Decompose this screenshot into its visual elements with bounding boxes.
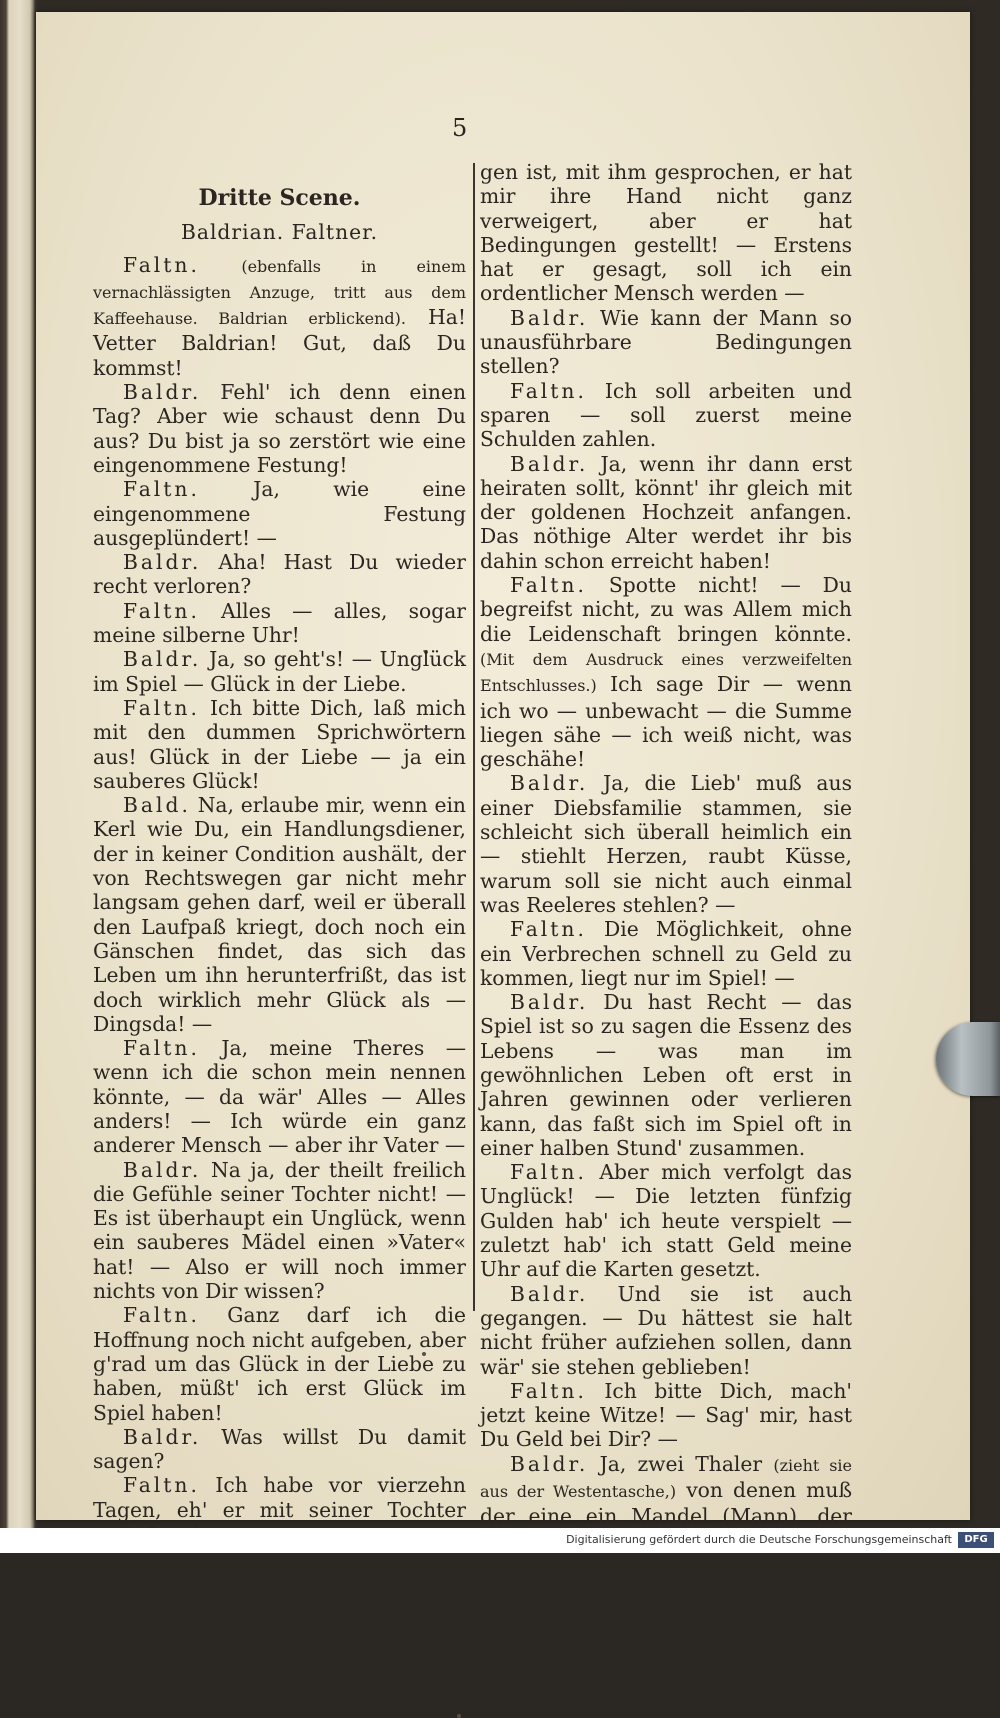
speaker-name: Faltn. xyxy=(123,695,200,720)
dialogue-paragraph xyxy=(93,380,466,477)
dialogue-text: Ich bitte Dich, laß mich mit den dummen Sprichwörtern aus! Glück in der Liebe — ja ein sauberes Glück! xyxy=(93,695,466,793)
credit-text: Digitalisierung gefördert durch die Deutsche Forschungsgemeinschaft xyxy=(566,1533,952,1546)
dialogue-text: Ich soll arbeiten und sparen — soll zuerst meine Schulden zahlen. xyxy=(480,378,852,452)
dialogue-paragraph xyxy=(480,306,852,379)
dialogue-paragraph xyxy=(480,771,852,917)
credit-bar xyxy=(0,1528,1000,1553)
dialogue-paragraph xyxy=(93,696,466,793)
dialogue-paragraph xyxy=(480,1160,852,1281)
dialogue-text: Ja, wenn ihr dann erst heiraten sollt, könnt' ihr gleich mit der goldenen Hochzeit anfangen. Das nöthige Alter werdet ihr bis dahin schon erreicht haben! xyxy=(480,451,852,573)
speaker-name: Baldr. xyxy=(510,1281,589,1306)
dialogue-paragraph xyxy=(93,793,466,1036)
speaker-name: Baldr. xyxy=(123,550,202,575)
dialogue-paragraph xyxy=(480,1379,852,1452)
speaker-name: Baldr. xyxy=(510,771,589,796)
speaker-name: Faltn. xyxy=(123,1303,200,1328)
paper-speck xyxy=(457,1714,461,1718)
speaker-name: Faltn. xyxy=(510,378,587,403)
stage-direction: (ebenfalls in einem vernachlässigten Anzuge, tritt aus dem Kaffeehause. Baldrian erblickend). xyxy=(93,256,466,329)
speaker-name: Baldr. xyxy=(510,451,589,476)
stage-direction: (zieht sie aus der Westentasche,) xyxy=(480,1455,852,1502)
dialogue-paragraph xyxy=(480,990,852,1160)
dialogue-text: Du hast Recht — das Spiel ist so zu sagen die Essenz des Lebens — was man im gewöhnlichen Leben oft erst in Jahren gewinnen oder verlieren kann, das faßt sich im Spiel oft in einer halben Stund' zusammen. xyxy=(480,990,852,1160)
speaker-name: Faltn. xyxy=(510,1160,587,1185)
speaker-name: Faltn. xyxy=(123,252,200,277)
speaker-name: Baldr. xyxy=(510,1451,589,1476)
dialogue-text: Aber mich verfolgt das Unglück! — Die letzten fünfzig Gulden hab' ich heute verspielt — zuletzt hab' ich statt Geld meine Uhr auf die Karten gesetzt. xyxy=(480,1160,852,1282)
dialogue-text: Ja, zwei Thaler xyxy=(599,1451,763,1476)
speaker-name: Faltn. xyxy=(123,1473,200,1498)
column-divider xyxy=(473,163,475,1311)
dialogue-text: Wie kann der Mann so unausführbare Bedingungen stellen? xyxy=(480,305,852,379)
cast-list: Baldrian. Faltner. xyxy=(180,220,379,245)
dialogue-paragraph xyxy=(480,573,852,771)
dialogue-paragraph xyxy=(93,1036,466,1157)
dialogue-text: Fehl' ich denn einen Tag? Aber wie schaust denn Du aus? Du bist ja so zerstört wie eine eingenommene Festung! xyxy=(93,380,467,477)
dialogue-text: Ja, meine Theres — wenn ich die schon mein nennen könnte, — da wär' Alles — Alles anders! — Ich würde ein ganz anderer Mensch — aber ihr Vater — xyxy=(93,1036,466,1158)
dialogue-paragraph xyxy=(93,599,466,648)
dialogue-text: Aha! Hast Du wieder recht verloren? xyxy=(93,550,466,599)
dialogue-paragraph xyxy=(93,477,466,550)
dialogue-paragraph xyxy=(93,1158,466,1304)
dialogue-paragraph xyxy=(480,379,852,452)
dialogue-paragraph xyxy=(93,1303,466,1424)
dialogue-paragraph xyxy=(93,1425,466,1474)
speaker-name: Faltn. xyxy=(510,573,587,598)
speaker-name: Bald. xyxy=(123,793,191,818)
speaker-name: Faltn. xyxy=(123,598,200,623)
page-number: 5 xyxy=(452,114,468,142)
dialogue-text: Na ja, der theilt freilich die Gefühle seiner Tochter nicht! — Es ist überhaupt ein Unglück, wenn ein sauberes Mädel einen »Vater« hat! — Also er will noch immer nichts von Dir wissen? xyxy=(93,1157,466,1304)
dialogue-text: Ganz darf ich die Hoffnung noch nicht aufgeben, aber g'rad um das Glück in der Liebe zu haben, müßt' ich erst Glück im Spiel haben! xyxy=(93,1303,466,1425)
scene-title: Dritte Scene. xyxy=(198,185,361,211)
speaker-name: Faltn. xyxy=(123,1036,200,1061)
speaker-name: Baldr. xyxy=(123,380,202,405)
dialogue-paragraph xyxy=(93,647,466,696)
dialogue-text: Ich bitte Dich, mach' jetzt keine Witze! — Sag' mir, hast Du Geld bei Dir? — xyxy=(480,1378,852,1452)
dialogue-text: Na, erlaube mir, wenn ein Kerl wie Du, ein Handlungsdiener, der in keiner Condition aushält, der von Rechtswegen gar nicht mehr langsam gehen darf, weil er überall den Laufpaß kriegt, doch noch ein Gänschen findet, das sich das Leben um ihn herunterfrißt, das ist doch wirklich mehr Glück als — Dingsda! — xyxy=(93,793,466,1036)
speaker-name: Faltn. xyxy=(510,1378,587,1403)
left-column xyxy=(93,186,466,1546)
dialogue-text: Was willst Du damit sagen? xyxy=(93,1424,466,1474)
dialogue-paragraph xyxy=(93,253,466,380)
dialogue-text: Ja, wie eine eingenommene Festung ausgeplündert! — xyxy=(93,477,466,550)
dialogue-text: Und sie ist auch gegangen. — Du hättest sie halt nicht früher aufziehen sollen, dann wär' sie stehen geblieben! xyxy=(480,1281,853,1379)
dialogue-text: Ja, die Lieb' muß aus einer Diebsfamilie stammen, sie schleicht sich überall heimlich ein — stiehlt Herzen, raubt Küsse, warum soll sie nicht auch einmal was Reeleres stehlen? — xyxy=(480,771,852,917)
speaker-name: Baldr. xyxy=(123,1424,202,1449)
dialogue-paragraph xyxy=(480,1282,852,1379)
dialogue-text: Ha! Vetter Baldrian! Gut, daß Du kommst! xyxy=(93,305,466,380)
speaker-name: Baldr. xyxy=(510,305,589,330)
dialogue-continuation: gen ist, mit ihm gesprochen, er hat mir ihre Hand nicht ganz verweigert, aber er hat Bedingungen gestellt! — Erstens hat er gesagt, soll ich ein ordentlicher Mensch werden — xyxy=(480,160,852,306)
page-clip xyxy=(936,1022,1000,1096)
speaker-name: Baldr. xyxy=(123,1157,202,1182)
dialogue-paragraph xyxy=(480,917,852,990)
speaker-name: Baldr. xyxy=(123,647,202,672)
dialogue-text: von denen muß der eine ein Mandel (Mann), der xyxy=(480,1478,853,1529)
speaker-name: Faltn. xyxy=(510,917,587,942)
right-column xyxy=(480,160,852,1553)
stage-direction: (Mit dem Ausdruck eines verzweifelten Entschlusses.) xyxy=(480,649,852,696)
speaker-name: Baldr. xyxy=(510,990,589,1015)
dialogue-text: Spotte nicht! — Du begreifst nicht, zu was Allem mich die Leidenschaft bringen könnte. xyxy=(480,573,852,646)
speaker-name: Faltn. xyxy=(123,477,200,502)
dialogue-text: Alles — alles, sogar meine silberne Uhr! xyxy=(93,598,466,648)
dfg-logo: DFG xyxy=(958,1532,994,1548)
dialogue-text: Ich sage Dir — wenn ich wo — unbewacht — die Summe liegen sähe — ich weiß nicht, was geschähe! xyxy=(480,672,852,772)
dialogue-paragraph xyxy=(480,452,852,573)
dialogue-text: Ja, so geht's! — Unglück im Spiel — Glück in der Liebe. xyxy=(93,647,466,696)
dialogue-text: Die Möglichkeit, ohne ein Verbrechen schnell zu Geld zu kommen, liegt nur im Spiel! — xyxy=(480,917,852,990)
dialogue-text: Ich habe vor vierzehn Tagen, eh' er mit seiner Tochter xyxy=(93,1473,466,1522)
dialogue-paragraph xyxy=(93,550,466,599)
